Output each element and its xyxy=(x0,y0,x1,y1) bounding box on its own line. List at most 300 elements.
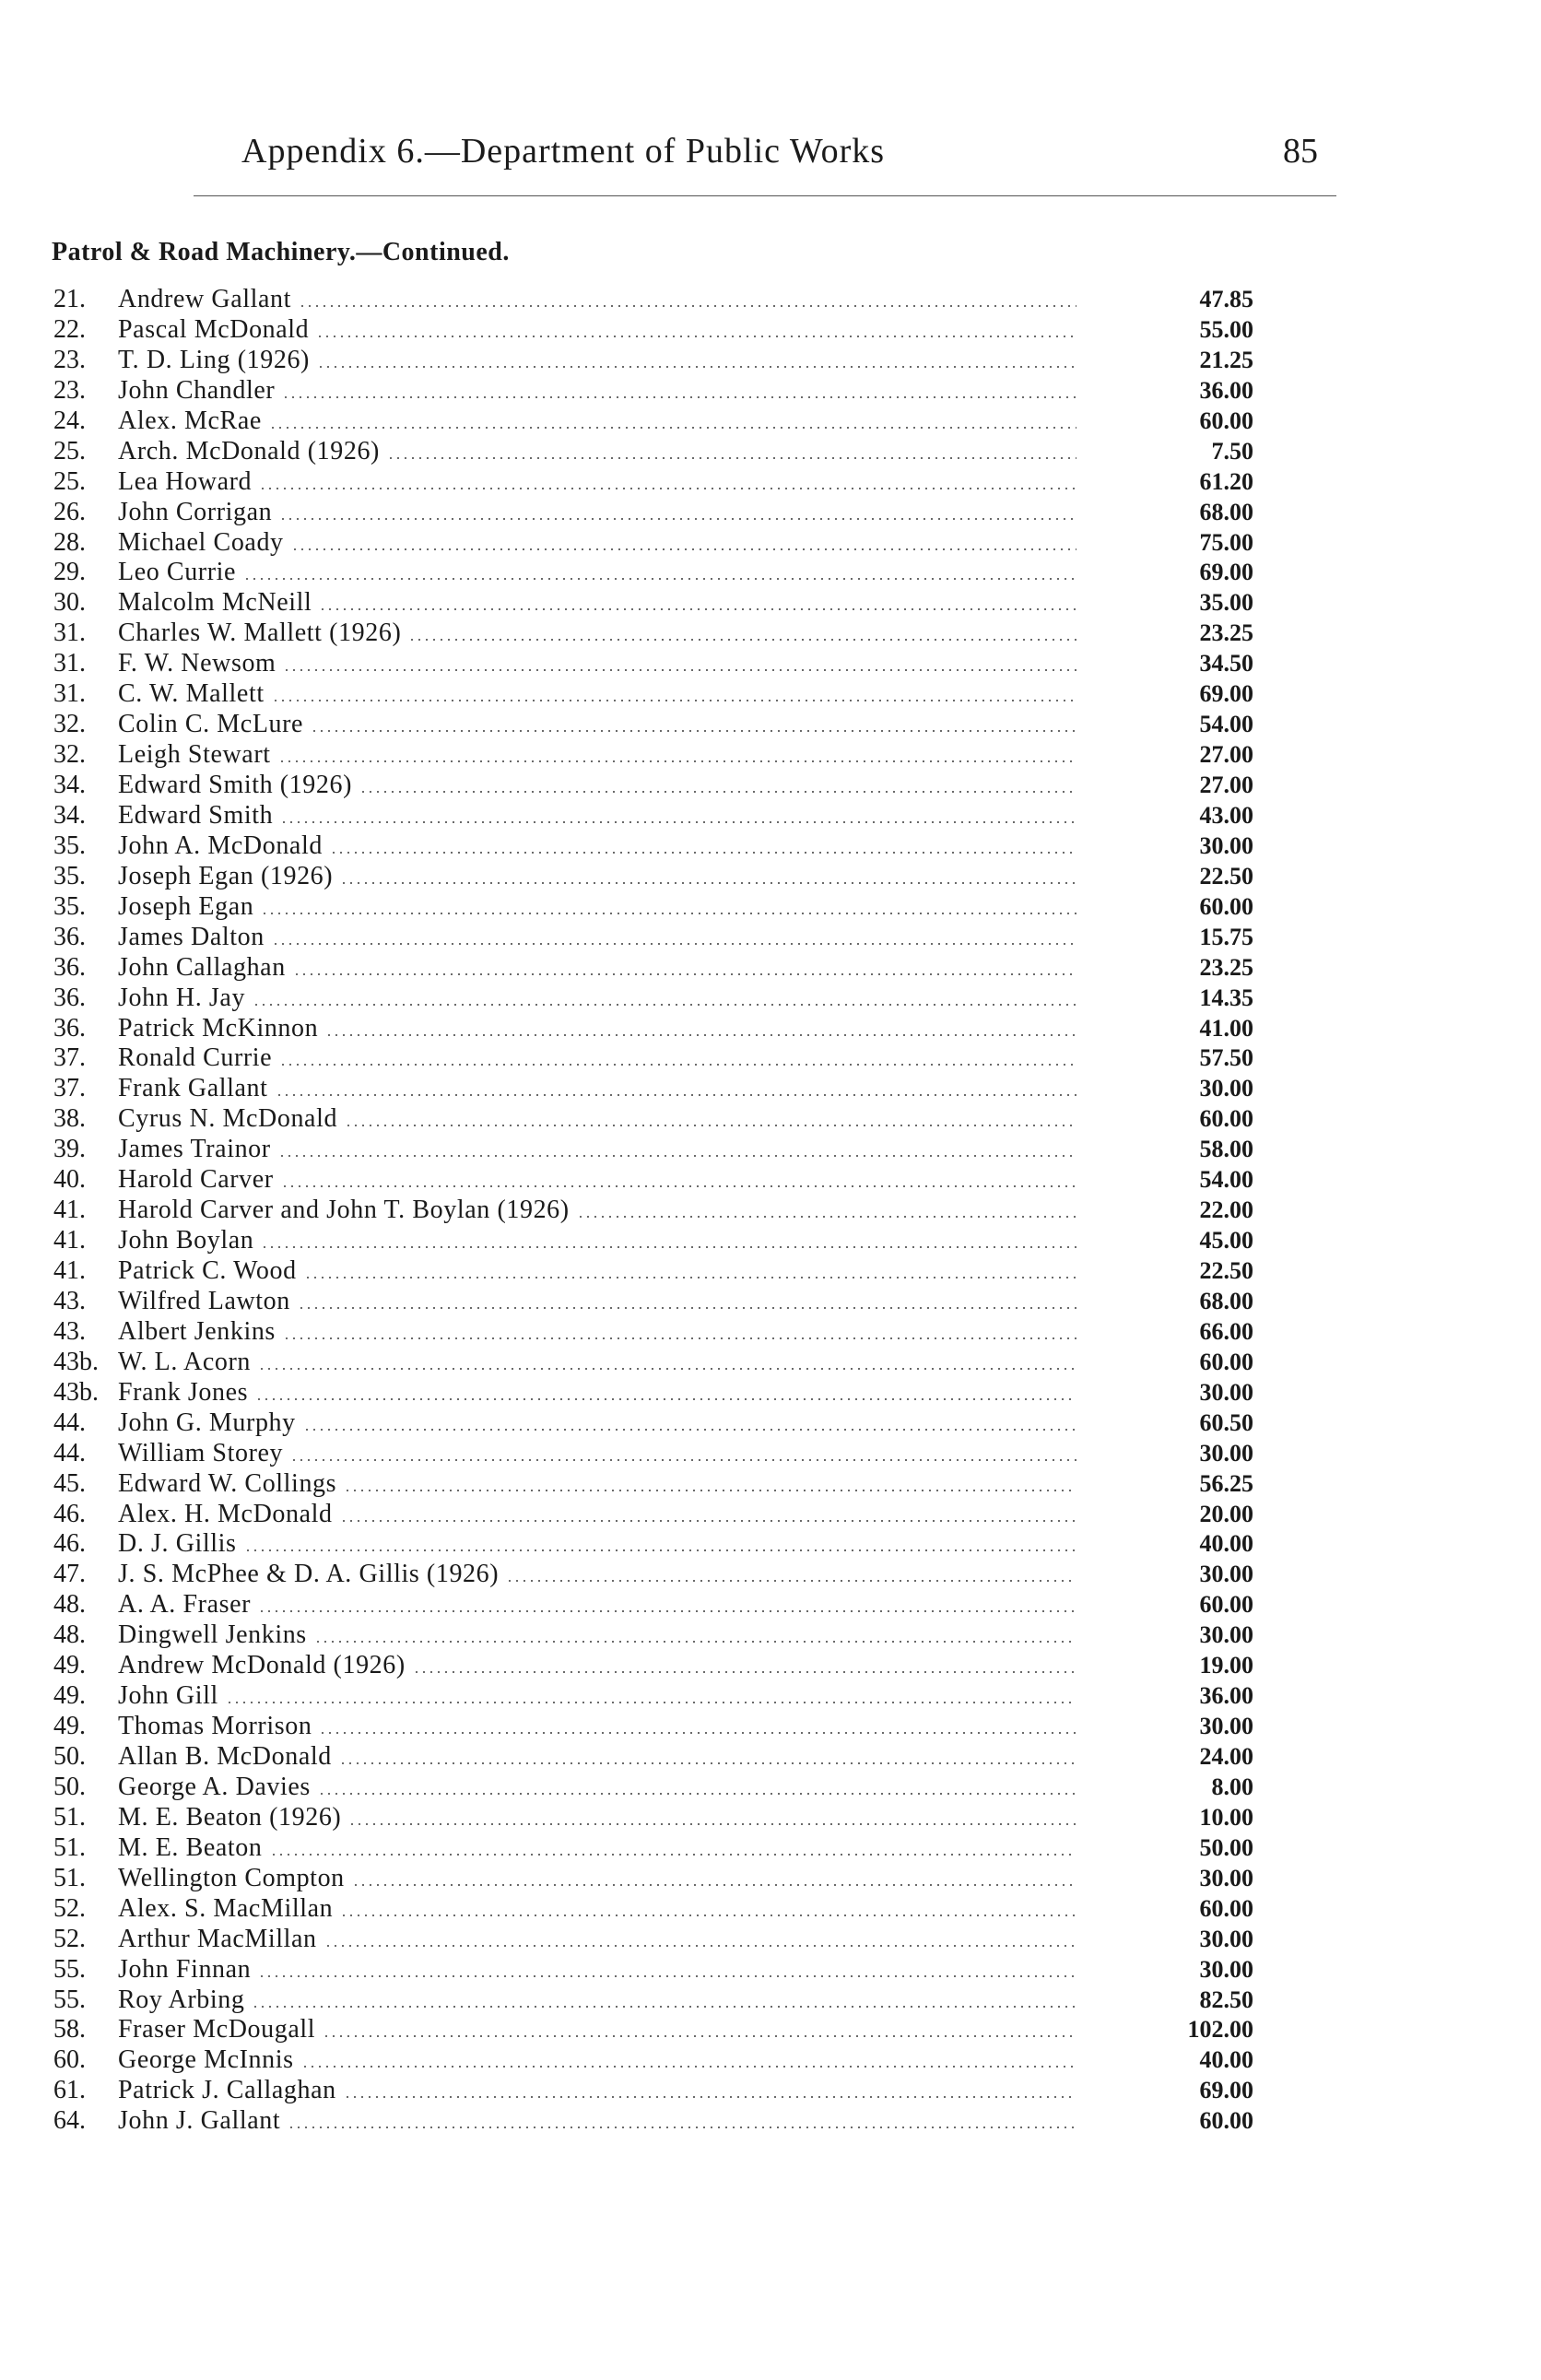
list-item xyxy=(0,406,1541,437)
entry-name: Arthur MacMillan xyxy=(118,1924,317,1953)
section-heading: Patrol & Road Machinery.—Continued. xyxy=(52,238,510,266)
list-item xyxy=(0,619,1541,649)
entry-number: 51. xyxy=(53,1832,86,1862)
dot-leader xyxy=(226,1702,1076,1703)
entry-name: M. E. Beaton (1926) xyxy=(118,1802,342,1832)
entry-name: John Corrigan xyxy=(118,497,273,526)
dot-leader xyxy=(330,852,1076,854)
entry-amount: 22.00 xyxy=(1199,1196,1253,1224)
list-item xyxy=(0,1165,1541,1196)
entry-line xyxy=(118,1348,1076,1377)
list-item xyxy=(0,1833,1541,1864)
entry-amount: 60.00 xyxy=(1199,1105,1253,1133)
list-item xyxy=(0,801,1541,831)
entry-line xyxy=(118,315,1076,345)
dot-leader xyxy=(319,608,1076,610)
list-item xyxy=(0,1439,1541,1469)
list-item xyxy=(0,710,1541,740)
entry-line xyxy=(118,2106,1076,2136)
entry-amount: 40.00 xyxy=(1199,1530,1253,1558)
dot-leader xyxy=(281,1185,1076,1187)
entry-number: 38. xyxy=(53,1104,86,1134)
entry-amount: 30.00 xyxy=(1199,1378,1253,1406)
entry-amount: 69.00 xyxy=(1199,2077,1253,2104)
entry-name: Andrew McDonald (1926) xyxy=(118,1651,406,1680)
list-item xyxy=(0,1985,1541,2016)
dot-leader xyxy=(253,1004,1076,1006)
entry-line xyxy=(118,649,1076,678)
entry-number: 58. xyxy=(53,2015,86,2044)
entry-line xyxy=(118,437,1076,466)
entry-number: 36. xyxy=(53,1013,86,1043)
entry-name: Alex. H. McDonald xyxy=(118,1499,333,1528)
entry-number: 35. xyxy=(53,861,86,890)
entry-amount: 60.00 xyxy=(1199,1894,1253,1922)
dot-leader xyxy=(408,639,1076,641)
entry-name: Frank Gallant xyxy=(118,1074,268,1103)
entry-amount: 54.00 xyxy=(1199,1166,1253,1194)
list-item xyxy=(0,1135,1541,1165)
entry-amount: 57.50 xyxy=(1199,1044,1253,1072)
entry-line xyxy=(118,1560,1076,1589)
entry-amount: 20.00 xyxy=(1199,1500,1253,1527)
entry-line xyxy=(118,1773,1076,1802)
list-item xyxy=(0,1196,1541,1226)
entry-name: Harold Carver xyxy=(118,1165,274,1195)
entry-line xyxy=(118,1287,1076,1316)
dot-leader xyxy=(303,1429,1076,1431)
entry-amount: 102.00 xyxy=(1187,2016,1253,2044)
entry-line xyxy=(118,1620,1076,1650)
dot-leader xyxy=(280,821,1076,823)
entry-name: Michael Coady xyxy=(118,527,284,557)
list-item xyxy=(0,1104,1541,1135)
list-item xyxy=(0,588,1541,619)
entry-number: 47. xyxy=(53,1560,86,1589)
entry-number: 32. xyxy=(53,710,86,739)
list-item xyxy=(0,285,1541,315)
entry-line xyxy=(118,346,1076,375)
entry-name: Dingwell Jenkins xyxy=(118,1620,307,1650)
entry-line xyxy=(118,1014,1076,1043)
entry-amount: 60.00 xyxy=(1199,2107,1253,2135)
list-item xyxy=(0,923,1541,953)
entry-line xyxy=(118,406,1076,436)
list-item xyxy=(0,1560,1541,1590)
entry-amount: 14.35 xyxy=(1199,984,1253,1011)
entry-name: Cyrus N. McDonald xyxy=(118,1104,338,1134)
entry-number: 36. xyxy=(53,922,86,951)
dot-leader xyxy=(270,1854,1076,1856)
entry-number: 50. xyxy=(53,1772,86,1801)
entry-number: 32. xyxy=(53,740,86,770)
entry-number: 64. xyxy=(53,2106,86,2136)
dot-leader xyxy=(352,1884,1076,1886)
entry-amount: 82.50 xyxy=(1199,1985,1253,2013)
entry-number: 41. xyxy=(53,1196,86,1225)
entry-name: George McInnis xyxy=(118,2045,294,2075)
dot-leader xyxy=(319,1732,1076,1734)
entry-number: 44. xyxy=(53,1408,86,1437)
list-item xyxy=(0,1773,1541,1803)
entry-name: Thomas Morrison xyxy=(118,1712,312,1741)
list-item xyxy=(0,528,1541,559)
entry-amount: 35.00 xyxy=(1199,589,1253,617)
entry-line xyxy=(118,1833,1076,1863)
entry-amount: 43.00 xyxy=(1199,801,1253,829)
entry-name: W. L. Acorn xyxy=(118,1347,251,1376)
entry-number: 35. xyxy=(53,831,86,860)
dot-leader xyxy=(577,1216,1076,1218)
entry-amount: 60.00 xyxy=(1199,892,1253,920)
list-item xyxy=(0,771,1541,801)
entry-line xyxy=(118,831,1076,861)
dot-leader xyxy=(283,669,1076,671)
entry-amount: 68.00 xyxy=(1199,1287,1253,1314)
entry-name: Frank Jones xyxy=(118,1377,249,1407)
list-item xyxy=(0,437,1541,467)
list-item xyxy=(0,1500,1541,1530)
entry-number: 49. xyxy=(53,1651,86,1680)
list-item xyxy=(0,1681,1541,1712)
entry-name: Edward Smith xyxy=(118,800,274,830)
entry-number: 61. xyxy=(53,2076,86,2105)
entry-number: 23. xyxy=(53,345,86,374)
dot-leader xyxy=(314,1641,1076,1643)
entry-name: Lea Howard xyxy=(118,466,253,496)
entry-name: C. W. Mallett xyxy=(118,679,265,709)
list-item xyxy=(0,1348,1541,1378)
entry-amount: 30.00 xyxy=(1199,1561,1253,1588)
entry-number: 30. xyxy=(53,588,86,618)
list-item xyxy=(0,984,1541,1014)
entry-amount: 10.00 xyxy=(1199,1803,1253,1831)
list-item xyxy=(0,1651,1541,1681)
entry-line xyxy=(118,558,1076,587)
dot-leader xyxy=(413,1671,1076,1673)
entry-number: 55. xyxy=(53,1954,86,1984)
entry-amount: 69.00 xyxy=(1199,680,1253,708)
list-item xyxy=(0,1469,1541,1500)
entry-line xyxy=(118,2076,1076,2105)
entry-line xyxy=(118,376,1076,406)
entry-line xyxy=(118,923,1076,952)
entry-number: 51. xyxy=(53,1802,86,1832)
entry-line xyxy=(118,1712,1076,1741)
entry-line xyxy=(118,1378,1076,1408)
entry-line xyxy=(118,740,1076,770)
dot-leader xyxy=(387,457,1076,459)
dot-leader xyxy=(291,548,1076,550)
entry-name: John G. Murphy xyxy=(118,1408,296,1437)
header-rule xyxy=(194,195,1336,196)
entry-amount: 56.25 xyxy=(1199,1469,1253,1497)
dot-leader xyxy=(288,2127,1076,2128)
page-number: 85 xyxy=(1283,132,1318,171)
entry-amount: 30.00 xyxy=(1199,831,1253,859)
list-item xyxy=(0,1408,1541,1439)
dot-leader xyxy=(323,2035,1076,2037)
entry-name: Arch. McDonald (1926) xyxy=(118,436,380,465)
dot-leader xyxy=(252,2006,1076,2008)
entry-line xyxy=(118,2015,1076,2044)
dot-leader xyxy=(261,1246,1076,1248)
dot-leader xyxy=(279,518,1076,520)
entry-number: 52. xyxy=(53,1893,86,1923)
entry-amount: 8.00 xyxy=(1211,1773,1253,1800)
entry-line xyxy=(118,1469,1076,1499)
entry-name: Albert Jenkins xyxy=(118,1316,276,1346)
entry-amount: 60.00 xyxy=(1199,406,1253,434)
entry-number: 34. xyxy=(53,771,86,799)
entry-name: Joseph Egan (1926) xyxy=(118,861,334,890)
entry-amount: 47.85 xyxy=(1199,286,1253,312)
entry-amount: 55.00 xyxy=(1199,315,1253,343)
entry-number: 51. xyxy=(53,1863,86,1892)
entry-name: John Chandler xyxy=(118,375,276,405)
list-item xyxy=(0,1074,1541,1104)
entry-line xyxy=(118,953,1076,983)
entry-name: John Finnan xyxy=(118,1954,252,1984)
entry-line xyxy=(118,1043,1076,1073)
entry-number: 36. xyxy=(53,983,86,1012)
dot-leader xyxy=(339,1762,1076,1764)
entry-name: James Dalton xyxy=(118,922,265,951)
entry-list xyxy=(0,285,1541,2137)
entry-line xyxy=(118,1165,1076,1195)
entry-amount: 24.00 xyxy=(1199,1743,1253,1770)
entry-number: 31. xyxy=(53,619,86,648)
entry-amount: 19.00 xyxy=(1199,1652,1253,1679)
entry-number: 26. xyxy=(53,497,86,526)
entry-number: 22. xyxy=(53,314,86,344)
list-item xyxy=(0,1226,1541,1256)
entry-line xyxy=(118,1681,1076,1711)
dot-leader xyxy=(316,336,1076,337)
entry-number: 50. xyxy=(53,1742,86,1771)
entry-line xyxy=(118,467,1076,497)
entry-line xyxy=(118,1955,1076,1985)
list-item xyxy=(0,2045,1541,2076)
entry-name: John Boylan xyxy=(118,1226,254,1255)
entry-amount: 36.00 xyxy=(1199,376,1253,404)
entry-amount: 30.00 xyxy=(1199,1075,1253,1102)
entry-name: Pascal McDonald xyxy=(118,314,310,344)
entry-name: J. S. McPhee & D. A. Gillis (1926) xyxy=(118,1560,500,1589)
dot-leader xyxy=(344,1490,1076,1491)
dot-leader xyxy=(317,366,1076,368)
entry-amount: 61.20 xyxy=(1199,467,1253,495)
dot-leader xyxy=(255,1398,1076,1400)
entry-number: 37. xyxy=(53,1074,86,1103)
entry-number: 36. xyxy=(53,952,86,982)
entry-number: 25. xyxy=(53,466,86,496)
list-item xyxy=(0,376,1541,406)
list-item xyxy=(0,649,1541,679)
entry-amount: 27.00 xyxy=(1199,741,1253,769)
dot-leader xyxy=(278,1155,1076,1157)
entry-amount: 60.00 xyxy=(1199,1591,1253,1619)
entry-line xyxy=(118,1135,1076,1164)
entry-name: Patrick McKinnon xyxy=(118,1013,319,1043)
entry-number: 39. xyxy=(53,1135,86,1164)
entry-name: Allan B. McDonald xyxy=(118,1742,332,1771)
dot-leader xyxy=(304,1277,1076,1278)
entry-amount: 34.50 xyxy=(1199,650,1253,677)
dot-leader xyxy=(301,2066,1076,2068)
dot-leader xyxy=(272,700,1076,701)
entry-line xyxy=(118,1590,1076,1620)
dot-leader xyxy=(259,488,1076,489)
entry-amount: 30.00 xyxy=(1199,1864,1253,1891)
entry-amount: 30.00 xyxy=(1199,1439,1253,1467)
entry-number: 48. xyxy=(53,1590,86,1620)
dot-leader xyxy=(279,1064,1076,1066)
dot-leader xyxy=(344,2096,1076,2098)
dot-leader xyxy=(282,396,1076,398)
list-item xyxy=(0,2106,1541,2137)
entry-number: 28. xyxy=(53,527,86,557)
entry-name: T. D. Ling (1926) xyxy=(118,345,310,374)
list-item xyxy=(0,1925,1541,1955)
entry-line xyxy=(118,1925,1076,1954)
entry-name: Ronald Currie xyxy=(118,1043,273,1073)
page-header xyxy=(0,131,1541,186)
entry-name: John J. Gallant xyxy=(118,2106,281,2136)
list-item xyxy=(0,2015,1541,2045)
dot-leader xyxy=(243,578,1076,580)
dot-leader xyxy=(290,1459,1076,1461)
list-item xyxy=(0,467,1541,498)
entry-name: Patrick C. Wood xyxy=(118,1256,297,1285)
entry-amount: 36.00 xyxy=(1199,1682,1253,1710)
entry-amount: 27.00 xyxy=(1199,772,1253,798)
entry-number: 41. xyxy=(53,1256,86,1285)
dot-leader xyxy=(348,1823,1076,1825)
entry-line xyxy=(118,801,1076,831)
entry-line xyxy=(118,1985,1076,2015)
list-item xyxy=(0,498,1541,528)
entry-line xyxy=(118,1742,1076,1772)
entry-amount: 41.00 xyxy=(1199,1014,1253,1042)
entry-name: Alex. McRae xyxy=(118,406,262,435)
entry-line xyxy=(118,771,1076,800)
dot-leader xyxy=(324,1945,1076,1947)
entry-line xyxy=(118,1074,1076,1103)
entry-name: M. E. Beaton xyxy=(118,1832,263,1862)
list-item xyxy=(0,1256,1541,1287)
entry-number: 31. xyxy=(53,679,86,709)
dot-leader xyxy=(293,973,1076,975)
entry-amount: 60.50 xyxy=(1199,1408,1253,1436)
entry-number: 45. xyxy=(53,1468,86,1498)
dot-leader xyxy=(325,1034,1076,1036)
list-item xyxy=(0,1803,1541,1833)
entry-name: A. A. Fraser xyxy=(118,1590,252,1620)
entry-name: John Gill xyxy=(118,1681,218,1711)
dot-leader xyxy=(506,1580,1076,1582)
entry-number: 48. xyxy=(53,1620,86,1650)
entry-number: 43b. xyxy=(53,1377,99,1407)
entry-amount: 30.00 xyxy=(1199,1955,1253,1983)
entry-amount: 75.00 xyxy=(1199,528,1253,556)
dot-leader xyxy=(276,1094,1076,1096)
list-item xyxy=(0,1864,1541,1894)
list-item xyxy=(0,1529,1541,1560)
entry-name: William Storey xyxy=(118,1438,284,1467)
entry-number: 41. xyxy=(53,1226,86,1255)
dot-leader xyxy=(258,1368,1076,1370)
entry-amount: 30.00 xyxy=(1199,1925,1253,1952)
dot-leader xyxy=(359,791,1076,793)
entry-name: John Callaghan xyxy=(118,952,286,982)
entry-amount: 7.50 xyxy=(1211,437,1253,465)
entry-amount: 68.00 xyxy=(1199,498,1253,525)
entry-line xyxy=(118,862,1076,891)
entry-name: Charles W. Mallett (1926) xyxy=(118,619,402,648)
entry-number: 24. xyxy=(53,406,86,435)
dot-leader xyxy=(345,1125,1076,1126)
list-item xyxy=(0,831,1541,862)
page-title: Appendix 6.—Department of Public Works xyxy=(241,132,886,171)
list-item xyxy=(0,558,1541,588)
list-item xyxy=(0,1014,1541,1044)
entry-number: 23. xyxy=(53,375,86,405)
entry-number: 49. xyxy=(53,1712,86,1741)
entry-line xyxy=(118,1651,1076,1680)
entry-line xyxy=(118,619,1076,648)
entry-amount: 23.25 xyxy=(1199,619,1253,647)
dot-leader xyxy=(299,305,1076,307)
entry-line xyxy=(118,1408,1076,1438)
entry-number: 43. xyxy=(53,1316,86,1346)
dot-leader xyxy=(283,1337,1076,1339)
entry-number: 44. xyxy=(53,1438,86,1467)
entry-amount: 45.00 xyxy=(1199,1227,1253,1255)
list-item xyxy=(0,2076,1541,2106)
list-item xyxy=(0,740,1541,771)
entry-line xyxy=(118,1803,1076,1832)
entry-amount: 50.00 xyxy=(1199,1833,1253,1861)
entry-line xyxy=(118,1864,1076,1893)
entry-amount: 40.00 xyxy=(1199,2046,1253,2074)
entry-number: 46. xyxy=(53,1529,86,1559)
entry-line xyxy=(118,1317,1076,1347)
entry-number: 29. xyxy=(53,558,86,587)
entry-number: 43. xyxy=(53,1286,86,1315)
entry-line xyxy=(118,1439,1076,1468)
entry-name: Colin C. McLure xyxy=(118,710,304,739)
list-item xyxy=(0,1620,1541,1651)
entry-amount: 21.25 xyxy=(1199,346,1253,373)
entry-number: 43b. xyxy=(53,1347,99,1376)
entry-line xyxy=(118,1500,1076,1529)
dot-leader xyxy=(258,1975,1076,1977)
list-item xyxy=(0,1894,1541,1925)
entry-number: 52. xyxy=(53,1924,86,1953)
entry-name: Leo Currie xyxy=(118,558,237,587)
entry-name: Andrew Gallant xyxy=(118,285,292,313)
entry-name: Patrick J. Callaghan xyxy=(118,2076,336,2105)
list-item xyxy=(0,315,1541,346)
entry-name: James Trainor xyxy=(118,1135,271,1164)
entry-line xyxy=(118,1894,1076,1924)
dot-leader xyxy=(298,1307,1076,1309)
entry-amount: 30.00 xyxy=(1199,1713,1253,1740)
entry-name: D. J. Gillis xyxy=(118,1529,237,1559)
list-item xyxy=(0,1712,1541,1742)
list-item xyxy=(0,679,1541,710)
